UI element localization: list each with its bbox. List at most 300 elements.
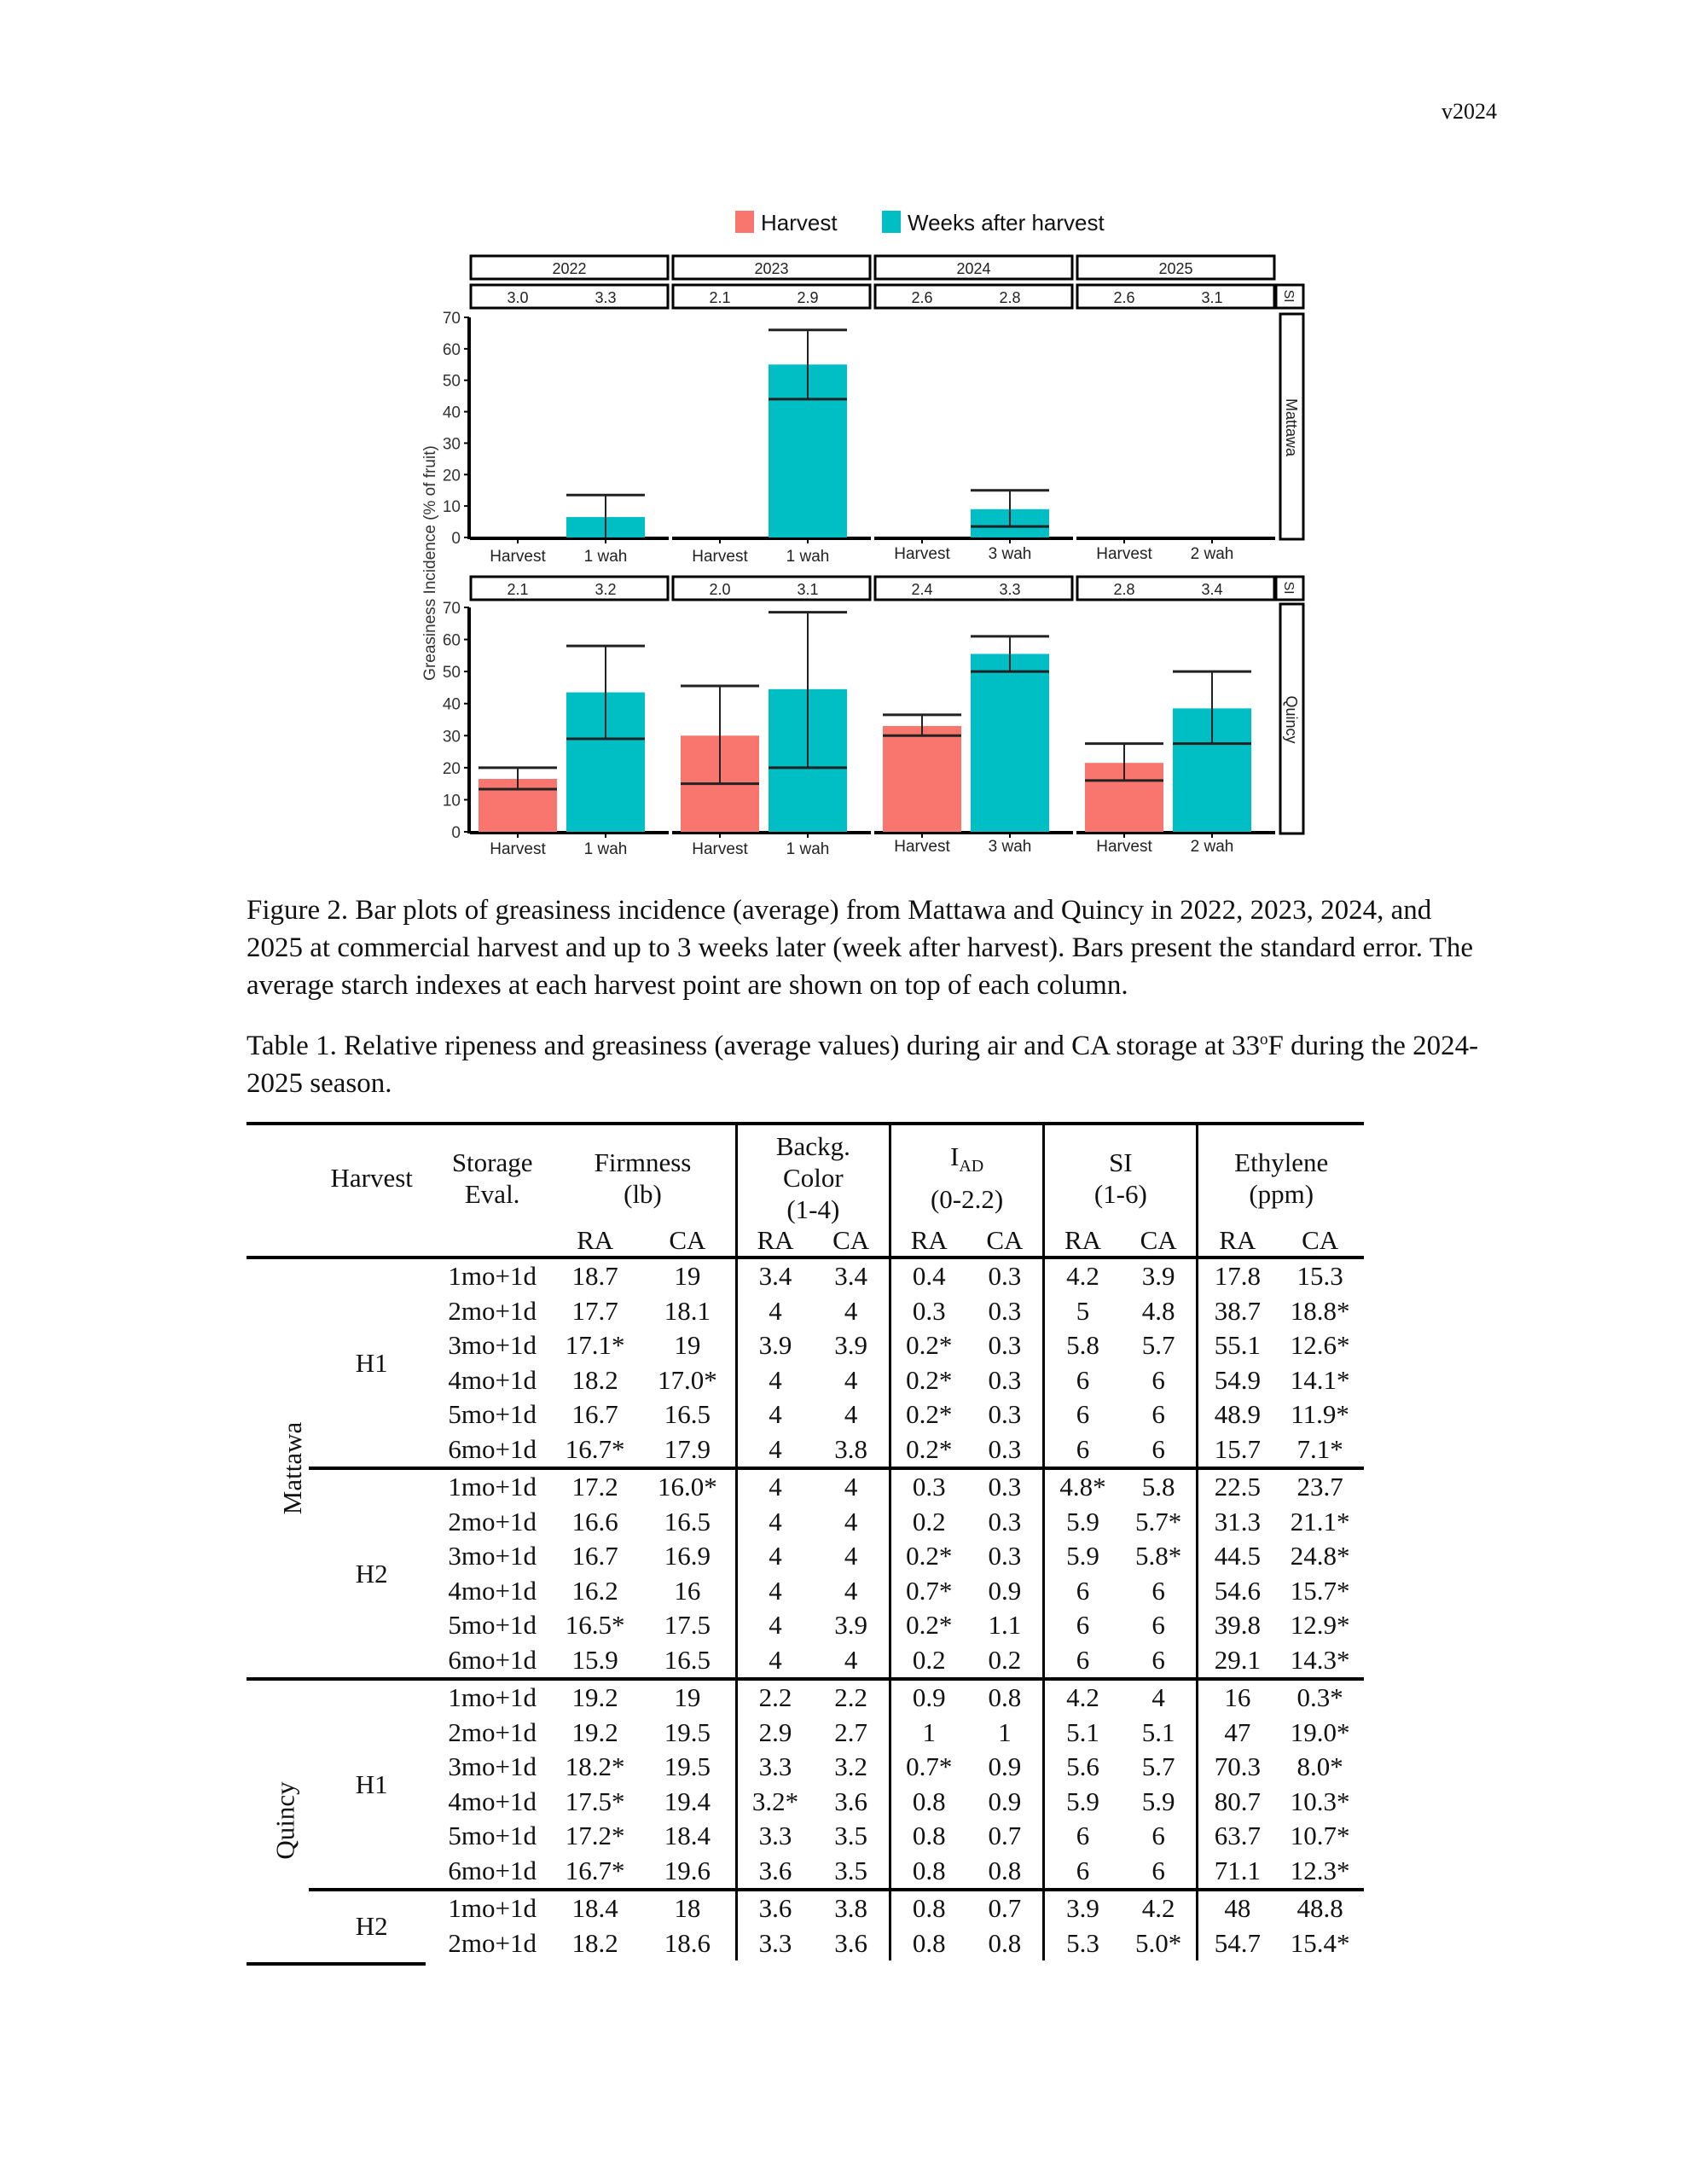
- storage-eval-header-line1: Storage: [451, 1147, 533, 1177]
- si-ca-cell: 4.8: [1141, 1295, 1175, 1326]
- iad-ra-cell: 0.8: [890, 1890, 966, 1926]
- firmness-ca-cell: 19.5: [664, 1751, 711, 1782]
- si-ca-cell: 6: [1151, 1433, 1165, 1464]
- si-ca-cell: 6: [1151, 1610, 1165, 1641]
- si-header-line1: SI: [1109, 1147, 1133, 1177]
- iad-ca-cell: 0.3: [988, 1506, 1022, 1536]
- legend-label-harvest: Harvest: [761, 210, 838, 235]
- si-value-strip: [875, 577, 1072, 600]
- si-value: 3.0: [507, 289, 529, 306]
- iad-ca-cell: 0.7: [967, 1890, 1044, 1926]
- y-tick-label: 0: [451, 824, 461, 842]
- subheader-ra: RA: [550, 1225, 640, 1258]
- backg-color-ra-cell: 4: [736, 1468, 813, 1505]
- x-tick-label: 2 wah: [1190, 838, 1234, 856]
- firmness-ra-cell: 16.7: [571, 1399, 618, 1430]
- iad-ca-cell: 0.3: [988, 1433, 1022, 1464]
- x-tick-label: 3 wah: [988, 545, 1032, 563]
- x-tick-label: 3 wah: [988, 838, 1032, 856]
- storage-eval-cell: 3mo+1d: [448, 1751, 537, 1782]
- harvest-label: H2: [309, 1890, 434, 1960]
- table-caption: [247, 1021, 1483, 1102]
- firmness-ca-cell: 16.5: [664, 1506, 711, 1536]
- firmness-ca-cell: 19: [674, 1261, 701, 1292]
- firmness-ca-cell: 19: [640, 1679, 736, 1716]
- backg-color-ca-cell: 4: [844, 1644, 858, 1675]
- si-ca-cell: 6: [1151, 1821, 1165, 1851]
- background-color-header-line1: Backg.: [775, 1131, 850, 1161]
- iad-ca-cell: 0.3: [988, 1399, 1022, 1430]
- legend-swatch-weeks-after-harvest: [882, 211, 901, 233]
- si-value: 3.4: [1201, 581, 1223, 598]
- backg-color-ca-cell: 2.7: [834, 1716, 868, 1747]
- iad-ra-cell: 0.2*: [890, 1539, 966, 1574]
- ethylene-ca-cell: 12.3*: [1290, 1855, 1350, 1885]
- firmness-ca-cell: 17.5: [664, 1610, 711, 1641]
- backg-color-ca-cell: 4: [844, 1399, 858, 1430]
- firmness-ra-cell: 16.6: [571, 1506, 618, 1536]
- ethylene-ra-cell: 54.7: [1198, 1926, 1276, 1961]
- storage-eval-cell: 6mo+1d: [448, 1855, 537, 1885]
- ethylene-ca-cell: 18.8*: [1290, 1295, 1350, 1326]
- iad-ra-cell: 0.2*: [890, 1397, 966, 1432]
- storage-eval-cell: 3mo+1d: [448, 1541, 537, 1571]
- version-label: v2024: [1441, 99, 1497, 124]
- firmness-ca-cell: 18: [640, 1890, 736, 1926]
- y-tick-label: 30: [442, 435, 461, 454]
- iad-ca-cell: 0.3: [967, 1468, 1044, 1505]
- si-ca-cell: 5.8: [1121, 1468, 1198, 1505]
- iad-ra-cell: 0.8: [890, 1926, 966, 1961]
- si-ra-cell: 5.8: [1044, 1328, 1121, 1363]
- iad-ca-cell: 0.9: [988, 1575, 1022, 1606]
- backg-color-ca-cell: 3.6: [834, 1927, 868, 1958]
- si-ra-cell: 6: [1044, 1397, 1121, 1432]
- iad-ca-cell: 0.2: [988, 1644, 1022, 1675]
- si-value: 2.9: [797, 289, 819, 306]
- firmness-ca-cell: 19: [674, 1330, 701, 1361]
- iad-ra-cell: 0.2*: [890, 1363, 966, 1398]
- firmness-ra-cell: 18.2: [571, 1927, 618, 1958]
- x-tick-label: Harvest: [490, 548, 546, 566]
- si-value-strip: [1077, 285, 1274, 308]
- x-tick-label: Harvest: [490, 840, 546, 858]
- backg-color-ca-cell: 2.2: [813, 1679, 890, 1716]
- table-header-row: [247, 1124, 1364, 1225]
- ethylene-ca-cell: 15.4*: [1290, 1927, 1350, 1958]
- background-color-header-line3: (1-4): [786, 1194, 840, 1224]
- iad-ra-cell: 0.8: [890, 1819, 966, 1854]
- firmness-ca-cell: 18.1: [664, 1295, 711, 1326]
- storage-eval-cell: 5mo+1d: [448, 1821, 537, 1851]
- x-tick-label: Harvest: [1096, 545, 1152, 563]
- table-bottom-rule: [247, 1962, 426, 1966]
- firmness-ra-cell: 17.5*: [565, 1786, 625, 1816]
- harvest-label: H1: [309, 1679, 434, 1890]
- backg-color-ca-cell: 3.9: [834, 1610, 868, 1641]
- iad-ca-cell: 0.3: [988, 1261, 1022, 1292]
- ethylene-ra-cell: 38.7: [1198, 1294, 1276, 1329]
- si-value: 3.3: [999, 581, 1021, 598]
- si-value: 2.8: [999, 289, 1021, 306]
- ethylene-ca-cell: 24.8*: [1290, 1541, 1350, 1571]
- si-value-strip: [471, 285, 668, 308]
- storage-eval-cell: 2mo+1d: [448, 1506, 537, 1536]
- firmness-ra-cell: 19.2: [571, 1716, 618, 1747]
- subheader-ca: CA: [640, 1225, 736, 1258]
- ethylene-ra-cell: 44.5: [1198, 1539, 1276, 1574]
- iad-ra-cell: 0.8: [890, 1854, 966, 1891]
- background-color-header: [736, 1124, 890, 1225]
- ethylene-ca-cell: 14.3*: [1290, 1644, 1350, 1675]
- ethylene-ra-cell: 48: [1198, 1890, 1276, 1926]
- x-tick-label: 1 wah: [583, 548, 628, 566]
- storage-eval-cell: 5mo+1d: [448, 1399, 537, 1430]
- ethylene-ca-cell: 12.9*: [1290, 1610, 1350, 1641]
- background-color-header-line2: Color: [783, 1163, 844, 1193]
- table-row: [247, 1890, 1364, 1926]
- si-value: 2.4: [911, 581, 933, 598]
- backg-color-ca-cell: 3.9: [834, 1330, 868, 1361]
- ethylene-ra-cell: 54.6: [1198, 1574, 1276, 1609]
- ethylene-ca-cell: 23.7: [1276, 1468, 1364, 1505]
- site-strip-label: Mattawa: [1283, 398, 1300, 457]
- si-ca-cell: 6: [1151, 1855, 1165, 1885]
- ethylene-ca-cell: 15.7*: [1290, 1575, 1350, 1606]
- ethylene-header: [1198, 1124, 1364, 1225]
- ethylene-ca-cell: 12.6*: [1290, 1330, 1350, 1361]
- firmness-header-line1: Firmness: [594, 1147, 692, 1177]
- storage-eval-cell: 4mo+1d: [448, 1364, 537, 1395]
- ripeness-table: [247, 1122, 1364, 1960]
- iad-ra-cell: 0.2*: [890, 1608, 966, 1643]
- y-tick-label: 60: [442, 631, 461, 650]
- harvest-header: Harvest: [309, 1124, 434, 1225]
- site-strip-label: Quincy: [1283, 695, 1300, 744]
- ethylene-ca-cell: 10.7*: [1290, 1821, 1350, 1851]
- iad-ra-cell: 0.9: [890, 1679, 966, 1716]
- y-tick-label: 10: [442, 792, 461, 810]
- si-value: 3.1: [797, 581, 819, 598]
- firmness-ca-cell: 16.0*: [640, 1468, 736, 1505]
- si-value: 2.6: [911, 289, 933, 306]
- si-ca-cell: 5.8*: [1135, 1541, 1182, 1571]
- storage-eval-cell: 2mo+1d: [448, 1716, 537, 1747]
- iad-ra-cell: 0.2: [890, 1643, 966, 1680]
- backg-color-ca-cell: 3.8: [834, 1433, 868, 1464]
- iad-ca-cell: 1: [998, 1716, 1012, 1747]
- iad-ca-cell: 0.8: [988, 1855, 1022, 1885]
- ethylene-ca-cell: 0.3*: [1276, 1679, 1364, 1716]
- iad-header-line2: (0-2.2): [930, 1183, 1004, 1214]
- si-ra-cell: 4.8*: [1044, 1468, 1121, 1505]
- y-tick-label: 20: [442, 467, 461, 485]
- backg-color-ra-cell: 3.3: [736, 1819, 813, 1854]
- y-tick-label: 70: [442, 600, 461, 618]
- ethylene-ra-cell: 22.5: [1198, 1468, 1276, 1505]
- si-ra-cell: 4.2: [1044, 1258, 1121, 1294]
- iad-ra-cell: 0.4: [890, 1258, 966, 1294]
- iad-ra-cell: 1: [890, 1716, 966, 1751]
- y-tick-label: 40: [442, 404, 461, 422]
- firmness-ra-cell: 17.7: [571, 1295, 618, 1326]
- storage-eval-cell: 2mo+1d: [448, 1927, 537, 1958]
- firmness-ca-cell: 18.4: [664, 1821, 711, 1851]
- site-name: Mattawa: [277, 1421, 308, 1515]
- legend-label-weeks-after-harvest: Weeks after harvest: [908, 210, 1105, 235]
- x-tick-label: 2 wah: [1190, 545, 1234, 563]
- backg-color-ra-cell: 2.9: [736, 1716, 813, 1751]
- iad-ca-cell: 0.7: [988, 1821, 1022, 1851]
- ethylene-ca-cell: 11.9*: [1291, 1399, 1349, 1430]
- si-ra-cell: 6: [1044, 1643, 1121, 1680]
- si-ra-cell: 6: [1044, 1432, 1121, 1469]
- si-ca-cell: 5.7: [1141, 1751, 1175, 1782]
- si-ca-cell: 3.9: [1141, 1261, 1175, 1292]
- year-strip-label: 2022: [552, 260, 587, 277]
- firmness-ra-cell: 16.5*: [565, 1610, 625, 1641]
- x-tick-label: 1 wah: [583, 840, 628, 858]
- ethylene-ra-cell: 70.3: [1198, 1750, 1276, 1785]
- storage-eval-cell: 6mo+1d: [448, 1433, 537, 1464]
- firmness-ra-cell: 17.1*: [565, 1330, 625, 1361]
- si-ca-cell: 6: [1151, 1575, 1165, 1606]
- backg-color-ra-cell: 3.6: [736, 1890, 813, 1926]
- ethylene-ra-cell: 31.3: [1198, 1505, 1276, 1540]
- backg-color-ca-cell: 4: [844, 1506, 858, 1536]
- backg-color-ra-cell: 4: [736, 1363, 813, 1398]
- si-strip-label: SI: [1281, 289, 1296, 303]
- iad-ra-cell: 0.3: [890, 1468, 966, 1505]
- si-ca-cell: 4.2: [1121, 1890, 1198, 1926]
- si-ca-cell: 5.0*: [1135, 1927, 1182, 1958]
- ethylene-ra-cell: 16: [1198, 1679, 1276, 1716]
- ethylene-ra-cell: 71.1: [1198, 1854, 1276, 1891]
- backg-color-ca-cell: 3.2: [834, 1751, 868, 1782]
- ethylene-ca-cell: 15.3: [1296, 1261, 1343, 1292]
- blank-subheader: [434, 1225, 550, 1258]
- si-value-strip: [673, 285, 870, 308]
- backg-color-ra-cell: 4: [736, 1397, 813, 1432]
- iad-ca-cell: 0.3: [988, 1541, 1022, 1571]
- si-value: 2.1: [709, 289, 731, 306]
- firmness-ra-cell: 17.2*: [565, 1821, 625, 1851]
- ethylene-ra-cell: 63.7: [1198, 1819, 1276, 1854]
- y-tick-label: 40: [442, 695, 461, 714]
- si-ra-cell: 5.9: [1044, 1785, 1121, 1820]
- si-value: 3.3: [595, 289, 617, 306]
- iad-ca-cell: 0.9: [988, 1786, 1022, 1816]
- site-header: [247, 1124, 309, 1225]
- iad-ca-cell: 0.8: [967, 1679, 1044, 1716]
- storage-eval-cell: 4mo+1d: [448, 1786, 537, 1816]
- harvest-label: H1: [355, 1347, 388, 1378]
- backg-color-ra-cell: 3.4: [736, 1258, 813, 1294]
- si-ca-cell: 6: [1151, 1364, 1165, 1395]
- si-ra-cell: 5.9: [1044, 1539, 1121, 1574]
- backg-color-ra-cell: 4: [736, 1574, 813, 1609]
- backg-color-ca-cell: 4: [844, 1295, 858, 1326]
- iad-ca-cell: 0.9: [988, 1751, 1022, 1782]
- firmness-ra-cell: 18.2*: [565, 1751, 625, 1782]
- legend-swatch-harvest: [735, 211, 754, 233]
- iad-ca-cell: 0.8: [988, 1927, 1022, 1958]
- iad-ra-cell: 0.2: [890, 1505, 966, 1540]
- firmness-ca-cell: 18.6: [664, 1927, 711, 1958]
- site-name: Quincy: [270, 1781, 300, 1860]
- ethylene-ra-cell: 29.1: [1198, 1643, 1276, 1680]
- firmness-ra-cell: 15.9: [571, 1644, 618, 1675]
- backg-color-ra-cell: 3.6: [736, 1854, 813, 1891]
- year-strip-label: 2025: [1158, 260, 1193, 277]
- iad-header: [890, 1124, 1043, 1225]
- x-tick-label: Harvest: [692, 840, 748, 858]
- backg-color-ra-cell: 4: [736, 1643, 813, 1680]
- ethylene-header-line2: (ppm): [1249, 1178, 1314, 1209]
- iad-ca-cell: 1.1: [988, 1610, 1022, 1641]
- firmness-ca-cell: 16: [674, 1575, 701, 1606]
- y-tick-label: 60: [442, 340, 461, 359]
- storage-eval-cell: 3mo+1d: [448, 1330, 537, 1361]
- backg-color-ra-cell: 3.2*: [736, 1785, 813, 1820]
- backg-color-ca-cell: 3.5: [834, 1855, 868, 1885]
- y-tick-label: 20: [442, 759, 461, 778]
- si-value: 2.1: [507, 581, 529, 598]
- firmness-ra-cell: 16.2: [571, 1575, 618, 1606]
- firmness-ra-cell: 16.7: [571, 1541, 618, 1571]
- greasiness-bar-chart: [418, 196, 1314, 862]
- si-ra-cell: 5.6: [1044, 1750, 1121, 1785]
- degree-superscript: o: [1260, 1031, 1268, 1048]
- si-header-line2: (1-6): [1093, 1178, 1147, 1209]
- firmness-ra-cell: 19.2: [550, 1679, 640, 1716]
- harvest-label: H2: [309, 1468, 434, 1679]
- storage-eval-cell: 2mo+1d: [448, 1295, 537, 1326]
- si-header: [1044, 1124, 1198, 1225]
- storage-eval-header: [434, 1124, 550, 1225]
- ethylene-header-line1: Ethylene: [1234, 1147, 1329, 1177]
- backg-color-ra-cell: 4: [736, 1539, 813, 1574]
- firmness-ca-cell: 19.6: [664, 1855, 711, 1885]
- si-value-strip: [875, 285, 1072, 308]
- x-tick-label: 1 wah: [786, 840, 830, 858]
- bar-harvest: [883, 726, 961, 832]
- firmness-ca-cell: 19.4: [664, 1786, 711, 1816]
- iad-ca-cell: 0.3: [988, 1295, 1022, 1326]
- backg-color-ra-cell: 4: [736, 1432, 813, 1469]
- firmness-ca-cell: 19.5: [664, 1716, 711, 1747]
- subheader-ra: RA: [890, 1225, 966, 1258]
- ethylene-ra-cell: 17.8: [1198, 1258, 1276, 1294]
- firmness-ca-cell: 16.5: [664, 1399, 711, 1430]
- firmness-ca-cell: 16.5: [664, 1644, 711, 1675]
- si-ra-cell: 5.1: [1044, 1716, 1121, 1751]
- backg-color-ca-cell: 4: [844, 1541, 858, 1571]
- storage-eval-cell: 1mo+1d: [448, 1261, 537, 1292]
- table-row: [247, 1258, 1364, 1294]
- ethylene-ca-cell: 21.1*: [1290, 1506, 1350, 1536]
- ethylene-ra-cell: 55.1: [1198, 1328, 1276, 1363]
- table-caption-before: Table 1. Relative ripeness and greasiness (average values) during air and CA storage at 33: [247, 1031, 1261, 1061]
- year-strip-label: 2023: [754, 260, 789, 277]
- y-tick-label: 0: [451, 530, 461, 548]
- si-ca-cell: 6: [1151, 1644, 1165, 1675]
- y-tick-label: 50: [442, 372, 461, 391]
- firmness-ca-cell: 17.0*: [658, 1364, 717, 1395]
- y-tick-label: 70: [442, 310, 461, 328]
- backg-color-ca-cell: 3.5: [834, 1821, 868, 1851]
- si-ra-cell: 5.3: [1044, 1926, 1121, 1961]
- si-ra-cell: 4.2: [1044, 1679, 1121, 1716]
- blank-subheader: [309, 1225, 434, 1258]
- backg-color-ca-cell: 4: [844, 1364, 858, 1395]
- firmness-ra-cell: 18.7: [571, 1261, 618, 1292]
- storage-eval-cell: 4mo+1d: [448, 1575, 537, 1606]
- si-ra-cell: 6: [1044, 1819, 1121, 1854]
- ethylene-ra-cell: 15.7: [1198, 1432, 1276, 1469]
- ethylene-ra-cell: 47: [1198, 1716, 1276, 1751]
- site-label: [247, 1679, 309, 1960]
- y-tick-label: 50: [442, 664, 461, 682]
- firmness-ca-cell: 17.9: [664, 1433, 711, 1464]
- ethylene-ca-cell: 14.1*: [1290, 1364, 1350, 1395]
- subheader-ra: RA: [736, 1225, 813, 1258]
- x-tick-label: Harvest: [692, 548, 748, 566]
- si-ra-cell: 6: [1044, 1608, 1121, 1643]
- year-strip-label: 2024: [956, 260, 991, 277]
- backg-color-ra-cell: 3.9: [736, 1328, 813, 1363]
- si-value: 3.2: [595, 581, 617, 598]
- si-ra-cell: 6: [1044, 1574, 1121, 1609]
- firmness-ra-cell: 16.7*: [565, 1433, 625, 1464]
- backg-color-ra-cell: 4: [736, 1505, 813, 1540]
- backg-color-ca-cell: 3.6: [834, 1786, 868, 1816]
- storage-eval-cell: 5mo+1d: [448, 1610, 537, 1641]
- subheader-ca: CA: [1276, 1225, 1364, 1258]
- backg-color-ca-cell: 4: [813, 1468, 890, 1505]
- iad-ra-cell: 0.2*: [890, 1328, 966, 1363]
- iad-header-line1: I: [950, 1141, 960, 1172]
- y-axis-title: Greasiness Incidence (% of fruit): [421, 445, 439, 681]
- x-tick-label: Harvest: [894, 838, 950, 856]
- ethylene-ra-cell: 80.7: [1198, 1785, 1276, 1820]
- ethylene-ra-cell: 39.8: [1198, 1608, 1276, 1643]
- x-tick-label: Harvest: [894, 545, 950, 563]
- table-subheader-row: [247, 1225, 1364, 1258]
- si-ra-cell: 3.9: [1044, 1890, 1121, 1926]
- ripeness-table-container: [247, 1122, 1364, 1960]
- iad-ra-cell: 0.2*: [890, 1432, 966, 1469]
- iad-ca-cell: 0.3: [988, 1364, 1022, 1395]
- si-ca-cell: 6: [1151, 1399, 1165, 1430]
- table-row: [247, 1468, 1364, 1505]
- backg-color-ra-cell: 2.2: [736, 1679, 813, 1716]
- backg-color-ca-cell: 4: [844, 1575, 858, 1606]
- backg-color-ra-cell: 3.3: [736, 1750, 813, 1785]
- bar-weeks-after-harvest: [971, 653, 1049, 832]
- subheader-ca: CA: [1121, 1225, 1198, 1258]
- si-ra-cell: 5: [1044, 1294, 1121, 1329]
- si-value: 2.8: [1113, 581, 1135, 598]
- si-value: 2.0: [709, 581, 731, 598]
- subheader-ra: RA: [1044, 1225, 1121, 1258]
- ethylene-ca-cell: 48.8: [1276, 1890, 1364, 1926]
- figure-caption: Figure 2. Bar plots of greasiness incidence (average) from Mattawa and Quincy in 2022, 2023, 2024, and 2025 at commercial harvest and up to 3 weeks later (week after harvest). Bars present the standard error. The average starch indexes at each harvest point are shown on top of each column.: [247, 895, 1473, 1001]
- firmness-header: [550, 1124, 736, 1225]
- si-value: 3.1: [1201, 289, 1223, 306]
- table-body: [247, 1258, 1364, 1960]
- iad-ca-cell: 0.3: [988, 1330, 1022, 1361]
